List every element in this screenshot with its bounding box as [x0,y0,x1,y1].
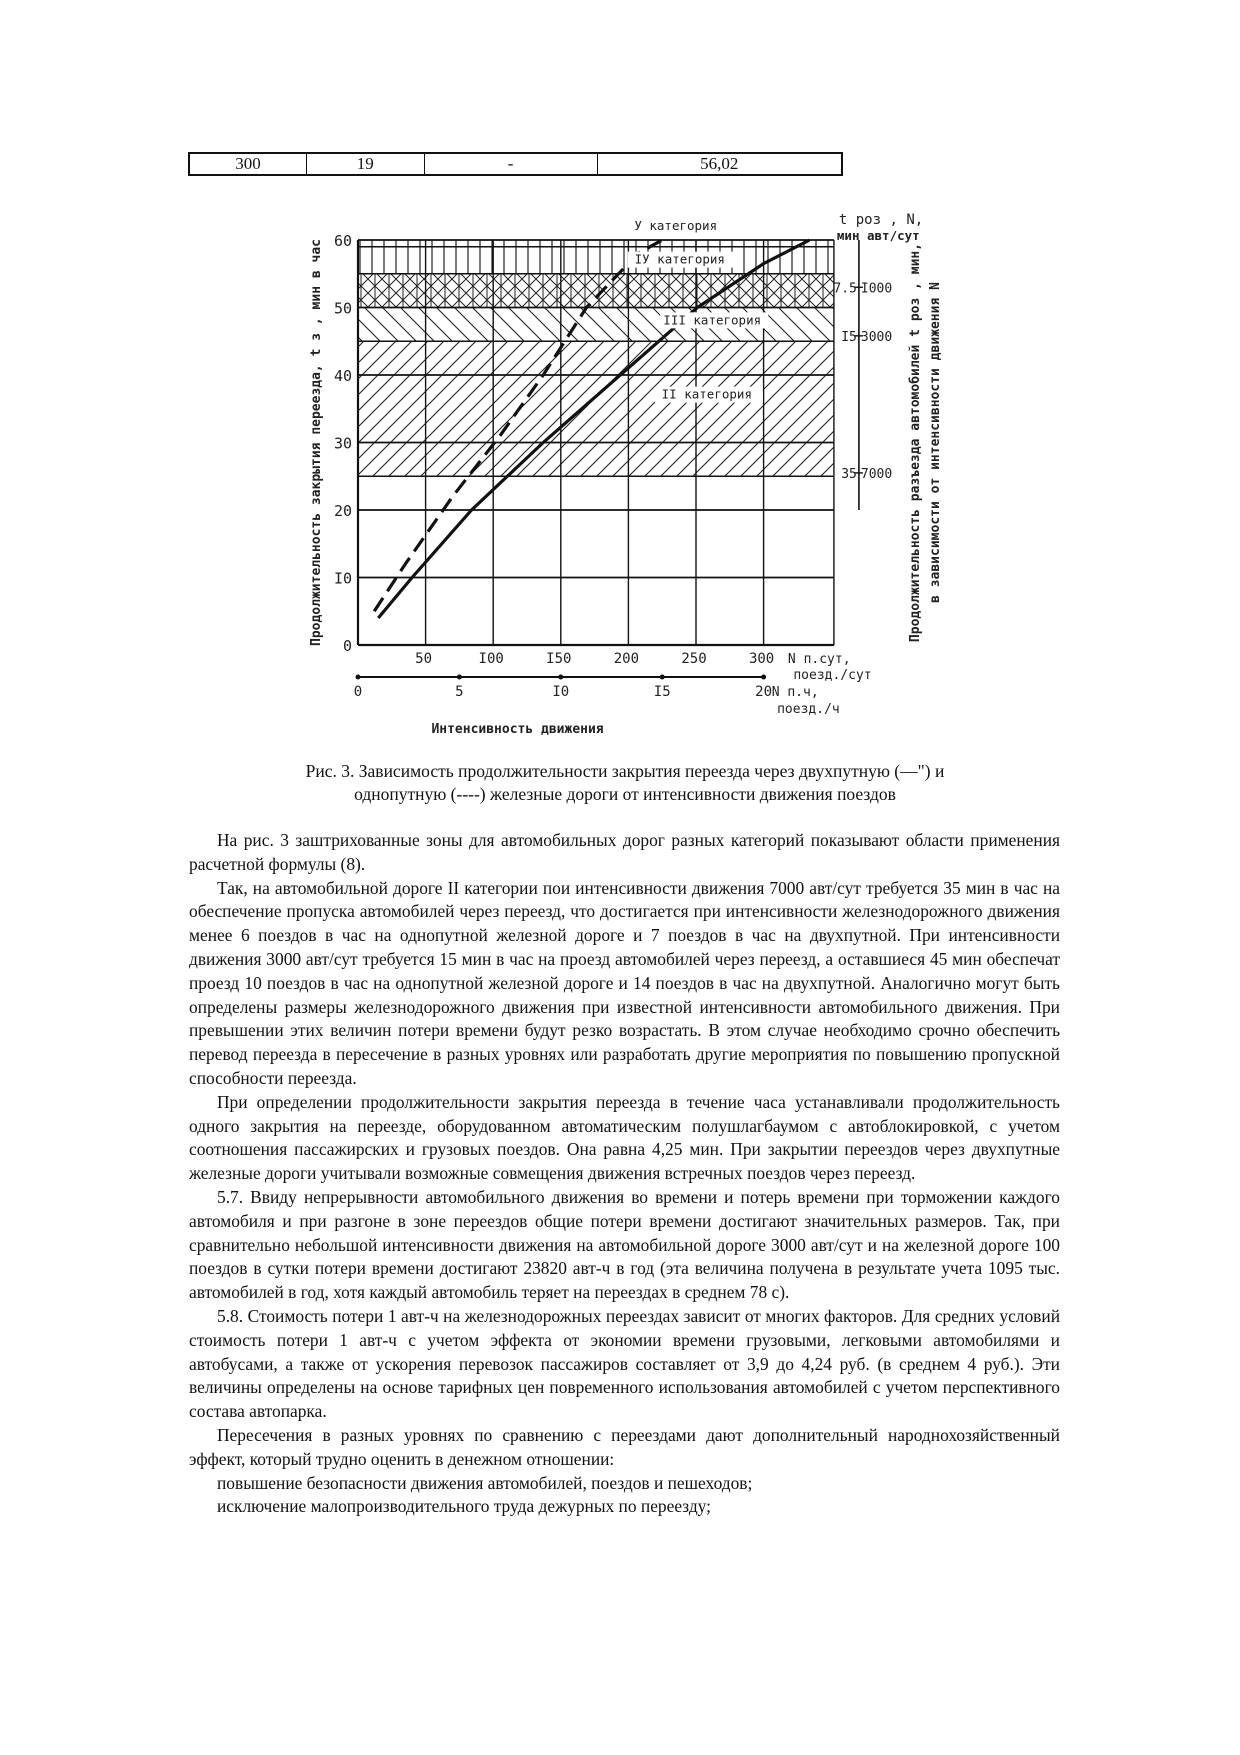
right-axis-title: в зависимости от интенсивности движения N [927,282,943,603]
y-axis-title: Продолжительность закрытия переезда, t з , мин в час [309,239,324,646]
x-axis-title: Интенсивность движения [431,722,604,737]
x-unit-day: поезд./сут [793,668,872,683]
table-cell: 56,02 [597,153,842,175]
hour-axis-tick [660,675,665,680]
figure-chart [270,195,1060,755]
hatched-zone [358,274,834,308]
y-tick-label: 50 [333,299,352,318]
x-tick-label-day: I00 [478,651,504,667]
table-cell: 19 [307,153,425,175]
x-tick-label-hour: I5 [653,684,671,700]
body-text [189,829,1060,1519]
paragraph: На рис. 3 заштрихованные зоны для автомобильных дорог разных категорий показывают области применения расчетной формулы (8). [189,830,1060,874]
table-cell: 300 [189,153,307,175]
x-tick-label-day: 300 [748,651,775,667]
right-scale-t-label: 7.5 [833,281,857,297]
right-scale-n-label: 7000 [860,466,893,482]
right-scale-n-label: 3000 [860,329,893,345]
hatched-zone [358,341,834,476]
y-tick-label: 40 [333,367,352,385]
figure-caption [200,760,1050,806]
paragraph: Так, на автомобильной дороге II категории пои интенсивности движения 7000 авт/сут требуется 35 мин в час на обеспечение пропуска автомобилей через переезд, что достигается при интенсивности железнодорожного движения менее 6 поездов в час на однопутной железной дороге и 7 поездов в час на двухпутной. При интенсивности движения 3000 авт/сут требуется 15 мин в час на проезд автомобилей через переезд, а оставшиеся 45 мин обеспечат проезд 10 поездов в час на однопутной железной дороге и 14 поездов в час на двухпутной. Аналогично могут быть определены размеры железнодорожного движения при известной интенсивности автомобильного движения. При превышении этих величин потери времени будут резко возрастать. В этом случае необходимо срочно обеспечить перевод переезда в пересечение в разных уровнях или разработать другие мероприятия по повышению пропускной способности переезда. [189,877,1060,1088]
zone-label: У категория [634,217,718,233]
right-scale-header: t роз , N, [838,211,924,228]
x-tick-label-day: I50 [546,651,572,667]
y-tick-label: 30 [333,434,352,453]
list-item: исключение малопроизводительного труда дежурных по переезду; [217,1496,711,1517]
paragraph: Пересечения в разных уровнях по сравнению с переездами дают дополнительный народнохозяйственный эффект, который трудно оценить в денежном отношении: [189,1424,1060,1469]
right-axis-title: Продолжительность разъезда автомобилей t роз , мин, [907,242,923,643]
paragraph: При определении продолжительности закрытия переезда в течение часа устанавливали продолжительность одного закрытия на переезде, оборудованном автоматическим полушлагбаумом с автоблокировкой, с учетом соотношения пассажирских и грузовых поездов. Она равна 4,25 мин. При закрытии переездов через двухпутные железные дороги учитывали возможные совмещения движения встречных поездов через переезд. [189,1091,1060,1184]
right-scale-t-label: I5 [841,329,857,345]
y-tick-label: 60 [333,232,352,250]
paragraph: 5.7. Ввиду непрерывности автомобильного движения во времени и потерь времени при торможении каждого автомобиля и при разгоне в зоне переездов общие потери времени достигают значительных размеров. Так, при сравнительно небольшой интенсивности движения на автомобильной дороге 3000 авт/сут и на железной дороге 100 поездов в сутки потери времени достигают 23820 авт-ч в год (эта величина получена в результате учета 1095 тыс. автомобилей в год, хотя каждый автомобиль теряет на переездах в среднем 78 с). [189,1186,1060,1303]
x-tick-label-hour: 5 [455,684,464,700]
table-row [189,153,842,175]
x-tick-label-hour: 20 [755,684,773,700]
x-unit-day: N п.сут, [787,652,851,667]
hour-axis-tick [356,675,361,680]
x-tick-label-day: 50 [415,651,433,667]
right-scale-t-label: 35 [841,466,857,482]
x-unit-hour: поезд./ч [777,702,840,717]
x-tick-label-day: 200 [613,651,640,667]
x-unit-hour: N п.ч, [771,685,819,700]
zone-label: III категория [663,312,762,328]
x-tick-label-hour: 0 [353,684,363,700]
hour-axis-tick [558,675,563,680]
caption-line: Рис. 3. Зависимость продолжительности закрытия переезда через двухпутную (—") и [305,761,945,781]
x-tick-label-day: 250 [681,651,707,667]
hatched-zone [358,240,834,274]
hour-axis-tick [761,675,766,680]
hour-axis-tick [457,675,462,680]
list-item: повышение безопасности движения автомобилей, поездов и пешеходов; [217,1472,753,1493]
zone-label: II категория [661,386,752,402]
y-tick-label: 20 [333,502,352,520]
y-tick-label: I0 [333,569,352,588]
paragraph: 5.8. Стоимость потери 1 авт-ч на железнодорожных переездах зависит от многих факторов. Для средних условий стоимость потери 1 авт-ч с учетом эффекта от экономии времени грузовыми, легковыми автомобилями и автобусами, а также от ускорения перевозок пассажиров составляет от 3,9 до 4,24 руб. (в среднем 4 руб.). Эти величины определены на основе тарифных цен повременного использования автомобилей с учетом перспективного состава автопарка. [189,1305,1060,1422]
table-cell: - [424,153,597,175]
right-scale-header: мин авт/сут [836,228,920,243]
data-table [188,152,843,176]
zone-label: IУ категория [634,251,725,267]
caption-line: однопутную (----) железные дороги от интенсивности движения поездов [354,784,896,804]
x-tick-label-hour: I0 [552,684,570,700]
right-scale-n-label: I000 [860,281,893,297]
y-tick-label: 0 [342,637,352,655]
